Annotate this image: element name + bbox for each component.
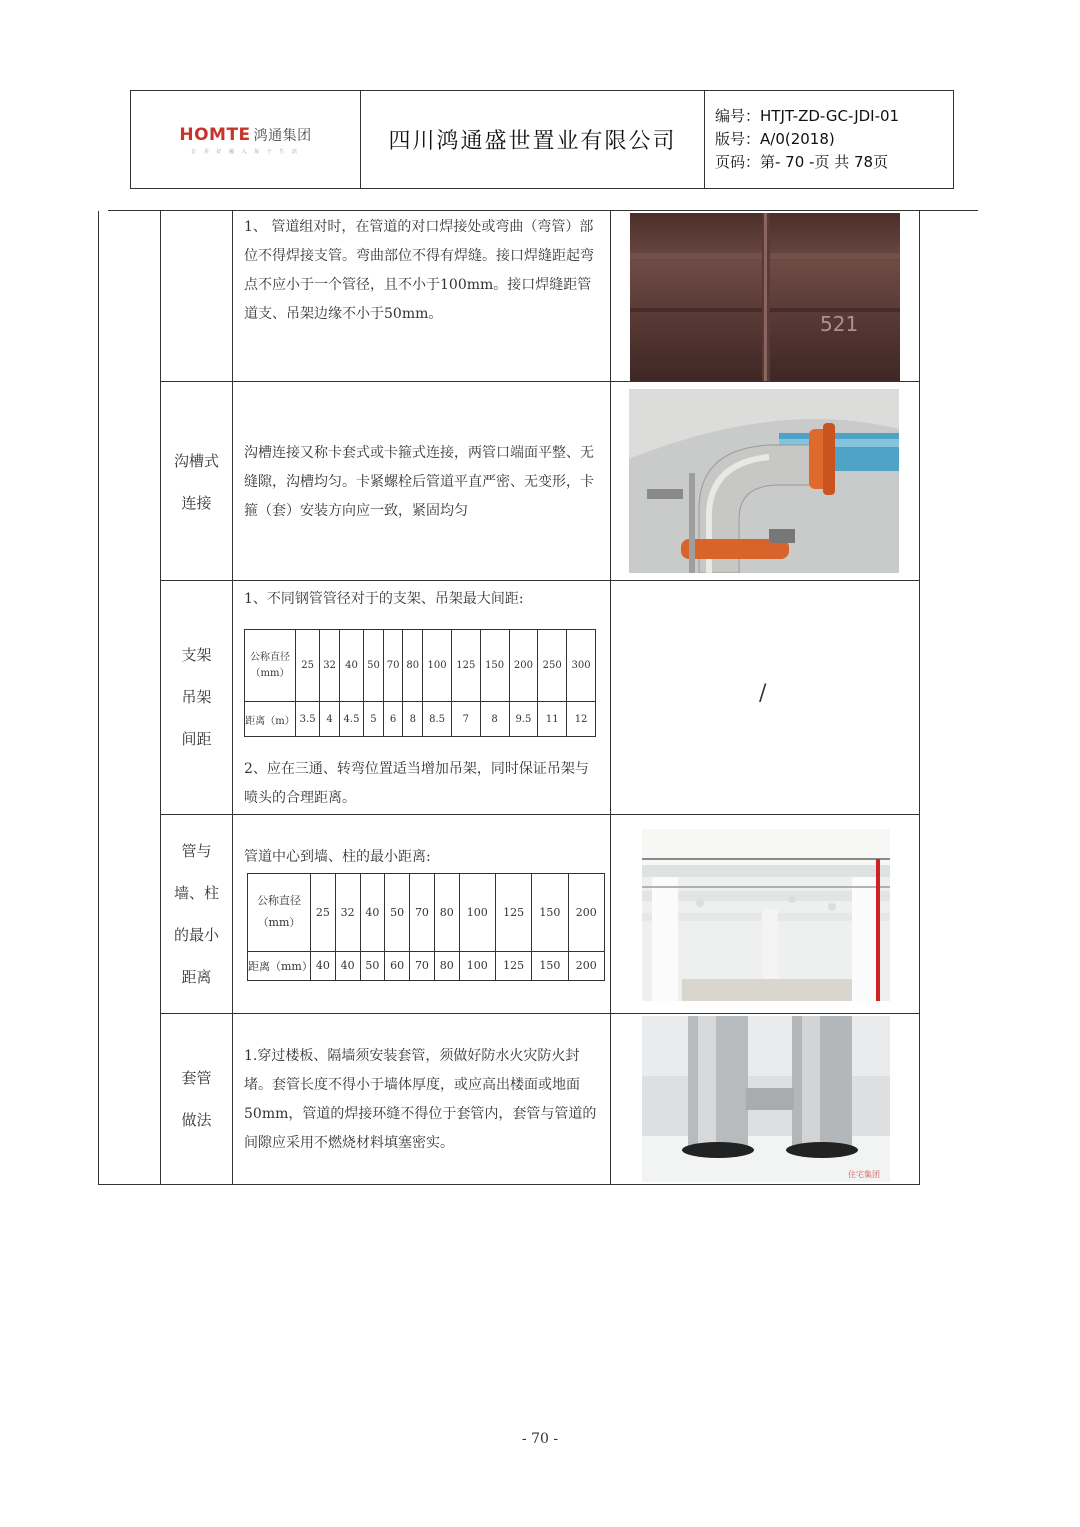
- table-cell: 32: [335, 874, 360, 952]
- table-cell: 50: [364, 630, 384, 702]
- table-cell: 200: [568, 874, 604, 952]
- table-cell: 4.5: [339, 702, 363, 737]
- document-code: 编号：HTJT-ZD-GC-JDⅠ-01: [715, 107, 900, 125]
- company-name: 四川鸿通盛世置业有限公司: [361, 91, 705, 188]
- label-line: 吊架: [181, 688, 212, 706]
- table-cell: 250: [538, 630, 567, 702]
- company-logo: [131, 91, 361, 188]
- table-cell: 200: [568, 951, 604, 980]
- table-cell: 4: [320, 702, 340, 737]
- grooved-coupling-photo: [629, 389, 899, 573]
- table-cell: 150: [532, 874, 568, 952]
- table-cell: 25: [311, 874, 336, 952]
- row-divider: [160, 814, 919, 815]
- table-cell: 9.5: [509, 702, 538, 737]
- label-line: 做法: [181, 1111, 212, 1129]
- table-cell: 11: [538, 702, 567, 737]
- table-cell: 50: [385, 874, 410, 952]
- table-cell: 40: [311, 951, 336, 980]
- row-divider: [160, 580, 919, 581]
- table-cell: 100: [423, 630, 452, 702]
- table-row: [245, 702, 596, 737]
- row-5-label: [161, 1057, 232, 1141]
- logo-brand: HOMTE: [179, 124, 251, 145]
- table-cell: 5: [364, 702, 384, 737]
- table-cell: 150: [480, 630, 509, 702]
- row-3-text-bottom: 2、应在三通、转弯位置适当增加吊架，同时保证吊架与喷头的合理距离。: [244, 761, 589, 806]
- label-line: 套管: [181, 1069, 212, 1087]
- label-line: 管与: [181, 842, 212, 860]
- table-cell: 32: [320, 630, 340, 702]
- table-cell: 125: [495, 951, 531, 980]
- table-cell: 8: [480, 702, 509, 737]
- sleeve-pipes-photo: [642, 1016, 890, 1182]
- column-divider: [232, 211, 233, 1184]
- ceiling-pipes-photo: [642, 829, 890, 1001]
- logo-cn: 鸿通集团: [253, 127, 312, 144]
- row-1-text: 1、 管道组对时，在管道的对口焊接处或弯曲（弯管）部位不得焊接支管。弯曲部位不得有焊缝。接口焊缝距起弯点不应小于一个管径，且不小于100mm。接口焊缝距管道支、吊架边缘不小于50mm。: [244, 219, 594, 322]
- table-cell: 70: [410, 951, 435, 980]
- table-cell: 50: [360, 951, 385, 980]
- label-line: 间距: [181, 730, 212, 748]
- table-cell: 70: [410, 874, 435, 952]
- row-2-label: [161, 440, 232, 524]
- row-5-text: 1.穿过楼板、隔墙须安装套管，须做好防水火灾防火封堵。套管长度不得小于墙体厚度，或应高出楼面或地面 50mm，管道的焊接环缝不得位于套管内，套管与管道的间隙应采用不燃烧材料填塞密实。: [244, 1048, 597, 1151]
- row-divider: [160, 381, 919, 382]
- table-cell: 7: [451, 702, 480, 737]
- table-cell: 125: [451, 630, 480, 702]
- label-line: 连接: [181, 494, 212, 512]
- table-cell: 80: [434, 951, 459, 980]
- table-cell: 80: [403, 630, 423, 702]
- table-cell: 70: [383, 630, 403, 702]
- page-number: - 70 -: [521, 1431, 559, 1447]
- table-row-label: 距离（m）: [245, 702, 296, 737]
- table-cell: 12: [567, 702, 596, 737]
- table-row: [245, 630, 596, 702]
- row-divider: [160, 1013, 919, 1014]
- document-page: 页码：第- 70 -页 共 78页: [715, 153, 889, 171]
- row-3-label: [161, 634, 232, 760]
- table-cell: 3.5: [296, 702, 320, 737]
- wall-distance-table: [247, 873, 605, 981]
- table-row: [248, 951, 605, 980]
- table-row: [248, 874, 605, 952]
- table-head-label: 公称直径（mm）: [245, 630, 296, 702]
- not-applicable-mark: /: [759, 681, 767, 706]
- welded-pipe-photo: [630, 213, 900, 381]
- label-line: 距离: [181, 968, 212, 986]
- photo-label: 521: [820, 312, 859, 336]
- table-cell: 6: [383, 702, 403, 737]
- document-meta: [705, 91, 953, 188]
- row-4-text-top: 管道中心到墙、柱的最小距离:: [244, 849, 431, 865]
- table-cell: 125: [495, 874, 531, 952]
- table-cell: 40: [360, 874, 385, 952]
- content-table: [98, 211, 920, 1185]
- table-cell: 100: [459, 874, 495, 952]
- table-cell: 100: [459, 951, 495, 980]
- logo-mark: [179, 125, 311, 145]
- table-cell: 300: [567, 630, 596, 702]
- table-row-label: 距离（mm）: [248, 951, 311, 980]
- table-head-label: 公称直径（mm）: [248, 874, 311, 952]
- label-line: 沟槽式: [173, 452, 219, 470]
- table-cell: 150: [532, 951, 568, 980]
- document-version: 版号：A/0(2018): [715, 130, 835, 148]
- label-line: 墙、柱: [173, 884, 219, 902]
- support-spacing-table: [244, 629, 596, 737]
- table-cell: 40: [339, 630, 363, 702]
- table-cell: 80: [434, 874, 459, 952]
- logo-slogan: 让 美 好 融 入 每 个 生 活: [191, 148, 300, 155]
- table-cell: 200: [509, 630, 538, 702]
- table-cell: 40: [335, 951, 360, 980]
- row-2-text: 沟槽连接又称卡套式或卡箍式连接，两管口端面平整、无缝隙，沟槽均匀。卡紧螺栓后管道平直严密、无变形，卡箍（套）安装方向应一致，紧固均匀: [244, 445, 594, 519]
- label-line: 的最小: [173, 926, 219, 944]
- table-cell: 25: [296, 630, 320, 702]
- column-divider: [610, 211, 611, 1184]
- row-3-text-top: 1、不同钢管管径对于的支架、吊架最大间距:: [244, 591, 524, 607]
- row-4-label: [161, 830, 232, 998]
- table-cell: 60: [385, 951, 410, 980]
- photo-watermark: 住宅集团: [848, 1170, 880, 1179]
- document-header: [130, 90, 954, 189]
- table-cell: 8.5: [423, 702, 452, 737]
- label-line: 支架: [181, 646, 212, 664]
- table-cell: 8: [403, 702, 423, 737]
